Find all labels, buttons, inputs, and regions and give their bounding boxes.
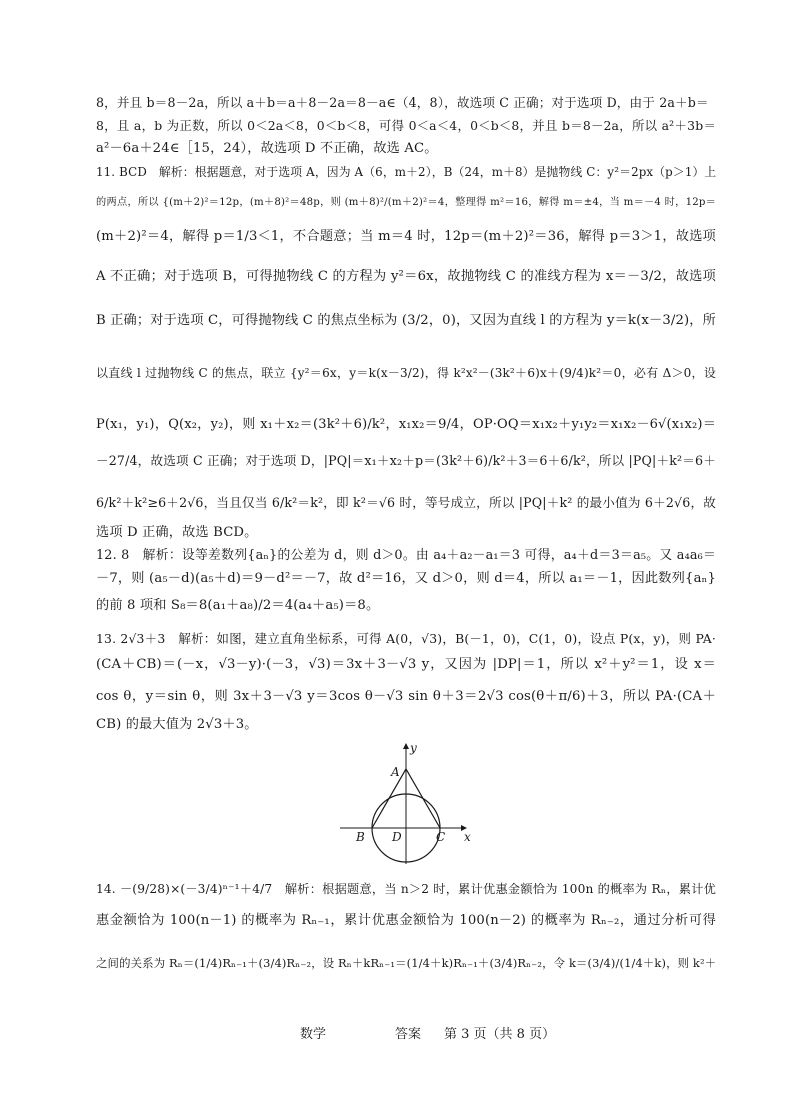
point-c-label: C bbox=[436, 830, 446, 844]
text-line: A 不正确；对于选项 B，可得抛物线 C 的方程为 y²＝6x，故抛物线 C 的准线方程为 x＝－3/2，故选项 bbox=[96, 269, 716, 284]
text-line: (CA＋CB)＝(－x，√3－y)·(－3，√3)＝3x＋3－√3 y，又因为 |DP|＝1，所以 x²＋y²＝1，设 x＝ bbox=[96, 657, 716, 672]
text-line: 8，并且 b＝8－2a，所以 a＋b＝a＋8－2a＝8－a∈（4，8），故选项 C 正确；对于选项 D，由于 2a＋b＝ bbox=[96, 95, 709, 110]
text-line: P(x₁，y₁)，Q(x₂，y₂)，则 x₁＋x₂＝(3k²＋6)/k²，x₁x₂＝9/4，OP·OQ＝x₁x₂＋y₁y₂＝x₁x₂－6√(x₁x₂)＝ bbox=[96, 417, 716, 432]
text-line: 8，且 a，b 为正数，所以 0＜2a＜8，0＜b＜8，可得 0＜a＜4，0＜b＜8，并且 b＝8－2a，所以 a²＋3b＝ bbox=[96, 118, 716, 133]
y-axis-label: y bbox=[410, 742, 417, 755]
page-footer bbox=[0, 1025, 789, 1045]
text-line: 12. 8 解析：设等差数列{aₙ}的公差为 d，则 d＞0。由 a₄＋a₂－a₁＝3 可得，a₄＋d＝3＝a₅。又 a₄a₆＝ bbox=[96, 548, 716, 563]
footer-kind: 答案 bbox=[395, 1027, 422, 1042]
text-line: 的前 8 项和 S₈＝8(a₁＋a₈)/2＝4(a₄＋a₅)＝8。 bbox=[96, 598, 380, 613]
text-line: 11. BCD 解析：根据题意，对于选项 A，因为 A（6，m＋2），B（24，m＋8）是抛物线 C：y²＝2px（p＞1）上 bbox=[96, 165, 717, 179]
x-axis-label: x bbox=[464, 830, 471, 844]
point-a-label: A bbox=[391, 765, 400, 779]
text-line: －27/4，故选项 C 正确；对于选项 D，|PQ|＝x₁＋x₂＋p＝(3k²＋6)/k²＋3＝6＋6/k²，所以 |PQ|＋k²＝6＋ bbox=[96, 453, 716, 468]
coordinate-figure bbox=[336, 742, 476, 867]
text-line: cos θ，y＝sin θ，则 3x＋3－√3 y＝3cos θ－√3 sin θ＋3＝2√3 cos(θ＋π/6)＋3，所以 PA·(CA＋ bbox=[96, 689, 716, 704]
text-line: B 正确；对于选项 C，可得抛物线 C 的焦点坐标为 (3/2，0)，又因为直线 l 的方程为 y＝k(x－3/2)，所 bbox=[96, 313, 716, 328]
text-line: －7，则 (a₅－d)(a₅＋d)＝9－d²＝－7，故 d²＝16，又 d＞0，则 d＝4，所以 a₁＝－1，因此数列{aₙ} bbox=[96, 571, 716, 586]
text-line: 之间的关系为 Rₙ＝(1/4)Rₙ₋₁＋(3/4)Rₙ₋₂，设 Rₙ＋kRₙ₋₁＝(1/4＋k)Rₙ₋₁＋(3/4)Rₙ₋₂，令 k＝(3/4)/(1/4＋k)，则 k²＋ bbox=[96, 956, 717, 970]
text-line: 6/k²＋k²≥6＋2√6，当且仅当 6/k²＝k²，即 k²＝√6 时，等号成立，所以 |PQ|＋k² 的最小值为 6＋2√6，故 bbox=[96, 495, 716, 510]
footer-subject: 数学 bbox=[300, 1027, 327, 1042]
text-line: 惠金额恰为 100(n－1) 的概率为 Rₙ₋₁，累计优惠金额恰为 100(n－2) 的概率为 Rₙ₋₂，通过分析可得 bbox=[96, 913, 716, 928]
text-line: (m＋2)²＝4，解得 p＝1/3＜1，不合题意；当 m＝4 时，12p＝(m＋2)²＝36，解得 p＝3＞1，故选项 bbox=[96, 229, 716, 244]
text-line: 以直线 l 过抛物线 C 的焦点，联立 {y²＝6x，y＝k(x－3/2)，得 k²x²－(3k²＋6)x＋(9/4)k²＝0，必有 Δ＞0，设 bbox=[96, 366, 716, 380]
text-line: a²－6a＋24∈［15，24），故选项 D 不正确，故选 AC。 bbox=[96, 141, 438, 156]
circle-triangle-diagram bbox=[336, 742, 476, 867]
text-line: 选项 D 正确，故选 BCD。 bbox=[96, 525, 258, 540]
text-line: 13. 2√3＋3 解析：如图，建立直角坐标系，可得 A(0，√3)，B(－1，0)，C(1，0)，设点 P(x，y)，则 PA· bbox=[96, 631, 716, 646]
text-line: CB) 的最大值为 2√3＋3。 bbox=[96, 717, 258, 732]
text-line: 14. －(9/28)×(－3/4)ⁿ⁻¹＋4/7 解析：根据题意，当 n＞2 时，累计优惠金额恰为 100n 的概率为 Rₙ，累计优 bbox=[96, 882, 716, 896]
point-d-label: D bbox=[392, 830, 402, 844]
point-b-label: B bbox=[356, 830, 365, 844]
footer-page-number: 第 3 页（共 8 页） bbox=[444, 1027, 556, 1042]
text-line: 的两点，所以 {(m＋2)²＝12p，(m＋8)²＝48p，则 (m＋8)²/(m＋2)²＝4，整理得 m²＝16，解得 m＝±4，当 m＝－4 时，12p＝ bbox=[96, 197, 716, 208]
